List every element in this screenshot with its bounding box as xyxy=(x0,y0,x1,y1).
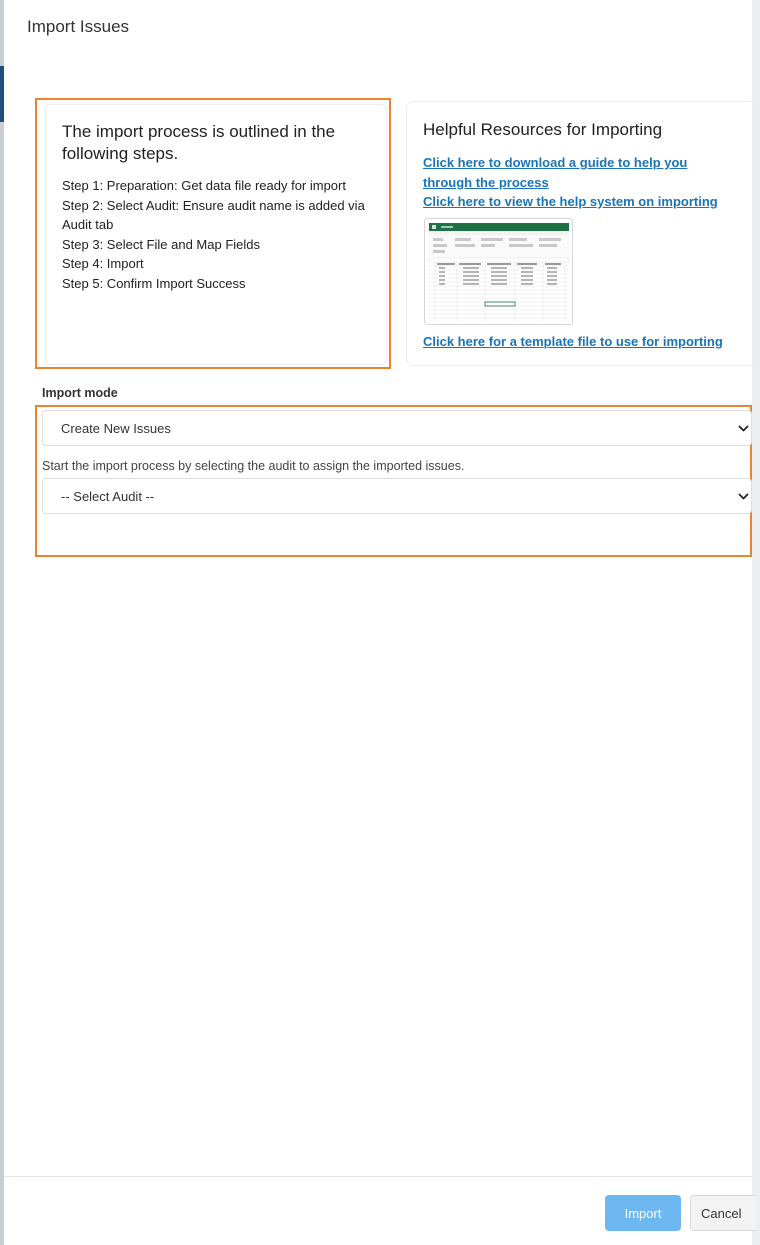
background-edge-accent xyxy=(0,66,4,122)
resources-heading: Helpful Resources for Importing xyxy=(423,120,663,139)
cancel-button[interactable]: Cancel xyxy=(690,1195,756,1231)
audit-select-value: -- Select Audit -- xyxy=(61,489,155,504)
import-mode-select[interactable] xyxy=(42,410,752,446)
background-edge xyxy=(0,0,4,1245)
import-steps-panel xyxy=(35,98,391,369)
import-mode-value: Create New Issues xyxy=(61,421,171,436)
step-item: Step 3: Select File and Map Fields xyxy=(62,236,260,252)
step-item: Step 1: Preparation: Get data file ready for import xyxy=(62,178,346,193)
helpful-resources-panel xyxy=(406,101,758,366)
dialog-title: Import Issues xyxy=(27,17,130,36)
spreadsheet-thumbnail-icon[interactable] xyxy=(424,218,573,325)
help-system-link[interactable]: Click here to view the help system on importing xyxy=(423,194,718,209)
import-steps-card xyxy=(45,104,387,365)
step-item: Step 2: Select Audit: Ensure audit name is added via Audit tab xyxy=(62,197,365,233)
audit-select[interactable] xyxy=(42,478,752,514)
download-guide-link[interactable]: Click here to download a guide to help you through the process xyxy=(423,155,688,190)
import-button[interactable]: Import xyxy=(605,1195,681,1231)
chevron-down-icon xyxy=(738,423,749,434)
chevron-down-icon xyxy=(738,491,749,502)
step-item: Step 4: Import xyxy=(62,256,144,272)
import-mode-label: Import mode xyxy=(42,386,118,400)
import-steps-list xyxy=(62,176,382,294)
template-file-link[interactable]: Click here for a template file to use for importing xyxy=(423,334,723,349)
step-item: Step 5: Confirm Import Success xyxy=(62,275,246,291)
audit-helper-text: Start the import process by selecting the audit to assign the imported issues. xyxy=(42,459,465,473)
footer-divider xyxy=(4,1176,752,1177)
import-steps-heading: The import process is outlined in the following steps. xyxy=(62,122,336,163)
